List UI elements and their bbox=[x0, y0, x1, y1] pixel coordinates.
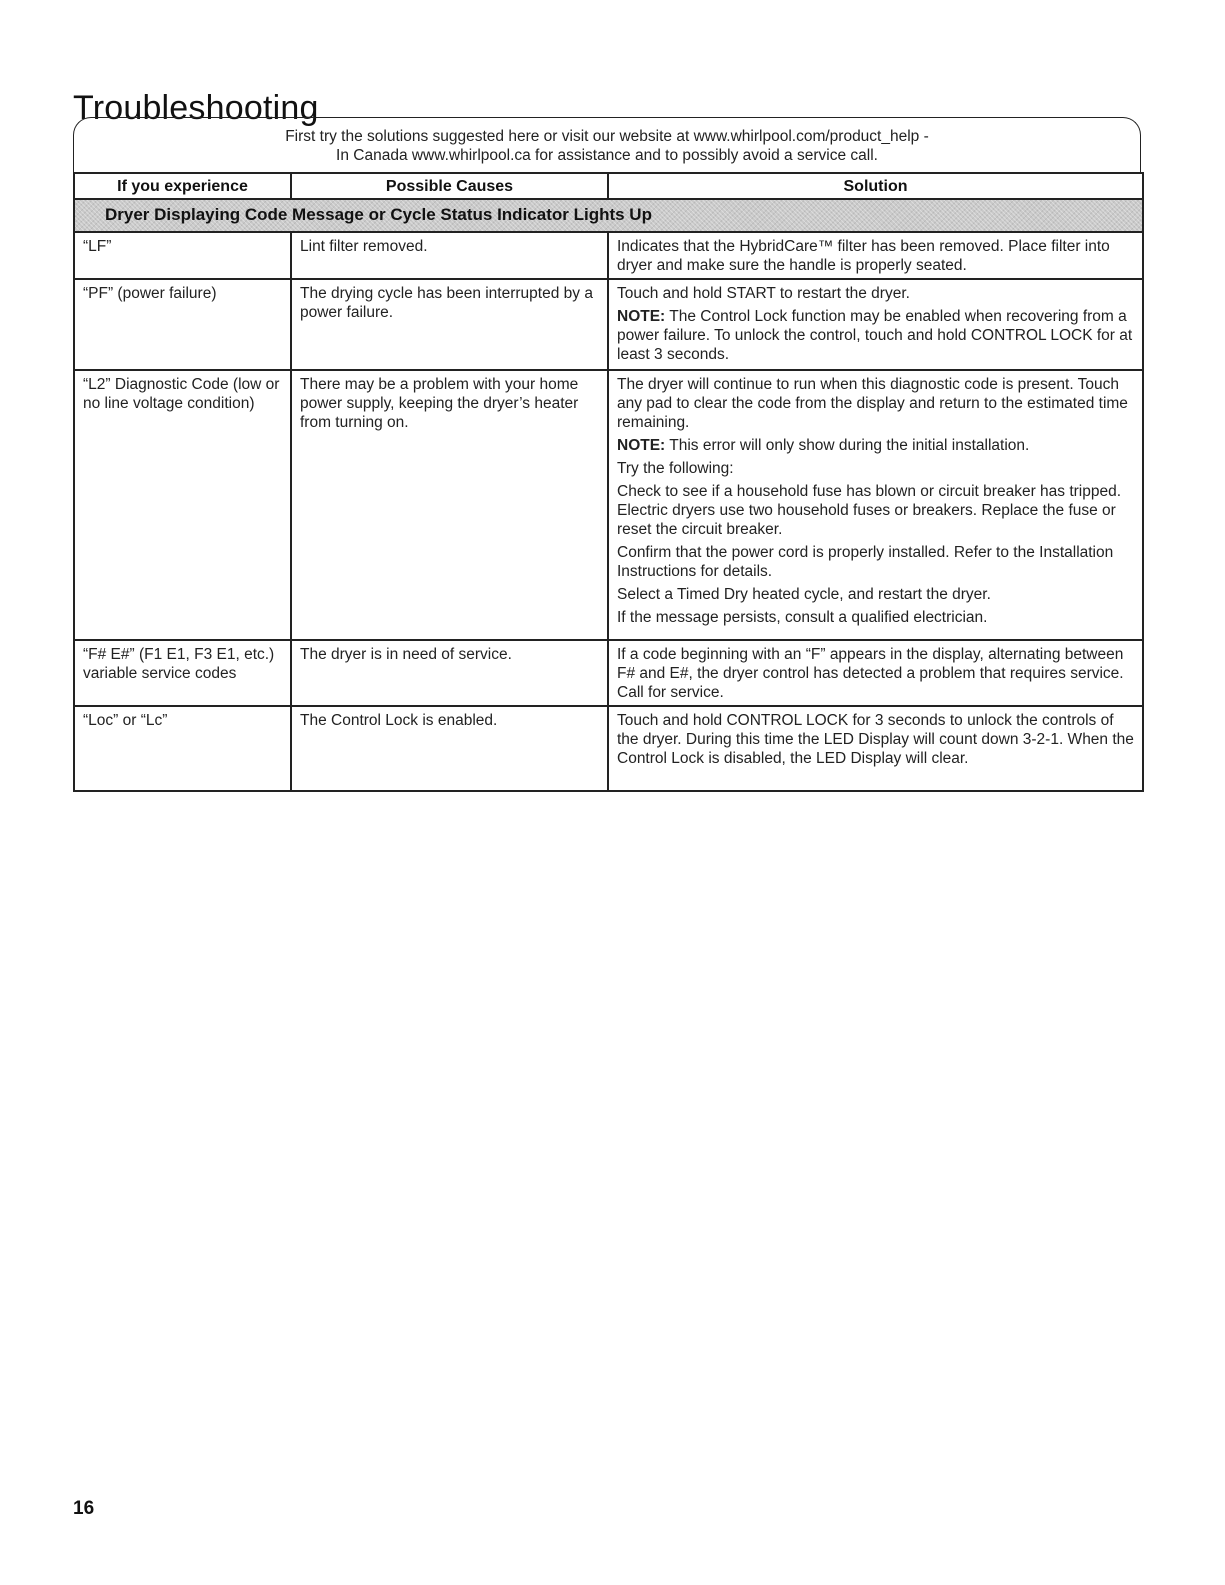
table-row bbox=[74, 370, 1143, 640]
solution-cell bbox=[608, 370, 1143, 640]
solution-cell bbox=[608, 706, 1143, 791]
solution-note bbox=[617, 436, 1134, 455]
solution-paragraph: If a code beginning with an “F” appears in the display, alternating between F# and E#, the dryer control has detected a problem that requires service. Call for service. bbox=[617, 646, 1124, 701]
intro-line-2: In Canada www.whirlpool.ca for assistance and to possibly avoid a service call. bbox=[336, 147, 878, 164]
solution-paragraph: Touch and hold START to restart the dryer. bbox=[617, 285, 910, 302]
experience-cell: “PF” (power failure) bbox=[74, 279, 291, 370]
solution-paragraph: Try the following: bbox=[617, 460, 734, 477]
solution-cell bbox=[608, 279, 1143, 370]
cause-cell: The dryer is in need of service. bbox=[291, 640, 608, 706]
solution-paragraph: Confirm that the power cord is properly installed. Refer to the Installation Instructions for details. bbox=[617, 544, 1114, 580]
solution-paragraph: If the message persists, consult a qualified electrician. bbox=[617, 609, 988, 626]
solution-paragraph: Select a Timed Dry heated cycle, and restart the dryer. bbox=[617, 586, 991, 603]
cause-cell: The Control Lock is enabled. bbox=[291, 706, 608, 791]
experience-cell: “F# E#” (F1 E1, F3 E1, etc.) variable service codes bbox=[74, 640, 291, 706]
table-row bbox=[74, 706, 1143, 791]
cause-cell: Lint filter removed. bbox=[291, 232, 608, 279]
table-row bbox=[74, 232, 1143, 279]
solution-paragraph: Check to see if a household fuse has blown or circuit breaker has tripped. Electric dryers use two household fuses or breakers. Replace the fuse or reset the circuit breaker. bbox=[617, 483, 1122, 538]
solution-paragraph: The dryer will continue to run when this diagnostic code is present. Touch any pad to clear the code from the display and return to the estimated time remaining. bbox=[617, 376, 1128, 431]
solution-cell bbox=[608, 232, 1143, 279]
page-number: 16 bbox=[73, 1498, 95, 1519]
intro-line-1: First try the solutions suggested here or visit our website at www.whirlpool.com/product_help - bbox=[285, 128, 929, 145]
header-possible-causes: Possible Causes bbox=[291, 173, 608, 199]
solution-cell bbox=[608, 640, 1143, 706]
note-label: NOTE: bbox=[617, 437, 666, 454]
solution-paragraph: Indicates that the HybridCare™ filter has been removed. Place filter into dryer and make sure the handle is properly seated. bbox=[617, 238, 1110, 274]
note-label: NOTE: bbox=[617, 308, 666, 325]
header-experience: If you experience bbox=[74, 173, 291, 199]
solution-note bbox=[617, 307, 1134, 364]
table-row bbox=[74, 279, 1143, 370]
troubleshooting-table bbox=[73, 172, 1144, 792]
table-header-row bbox=[74, 173, 1143, 199]
note-text: This error will only show during the initial installation. bbox=[669, 437, 1030, 454]
note-text: The Control Lock function may be enabled when recovering from a power failure. To unlock the control, touch and hold CONTROL LOCK for at least 3 seconds. bbox=[617, 308, 1133, 363]
page-title: Troubleshooting bbox=[73, 88, 319, 127]
header-solution: Solution bbox=[608, 173, 1143, 199]
experience-cell: “Loc” or “Lc” bbox=[74, 706, 291, 791]
solution-paragraph: Touch and hold CONTROL LOCK for 3 seconds to unlock the controls of the dryer. During this time the LED Display will count down 3-2-1. When the Control Lock is disabled, the LED Display will clear. bbox=[617, 712, 1134, 767]
section-header-row bbox=[74, 199, 1143, 232]
intro-text bbox=[73, 127, 1141, 165]
experience-cell: “L2” Diagnostic Code (low or no line voltage condition) bbox=[74, 370, 291, 640]
cause-cell: The drying cycle has been interrupted by a power failure. bbox=[291, 279, 608, 370]
cause-cell: There may be a problem with your home power supply, keeping the dryer’s heater from turning on. bbox=[291, 370, 608, 640]
table-row bbox=[74, 640, 1143, 706]
experience-cell: “LF” bbox=[74, 232, 291, 279]
section-title: Dryer Displaying Code Message or Cycle Status Indicator Lights Up bbox=[74, 199, 1143, 232]
